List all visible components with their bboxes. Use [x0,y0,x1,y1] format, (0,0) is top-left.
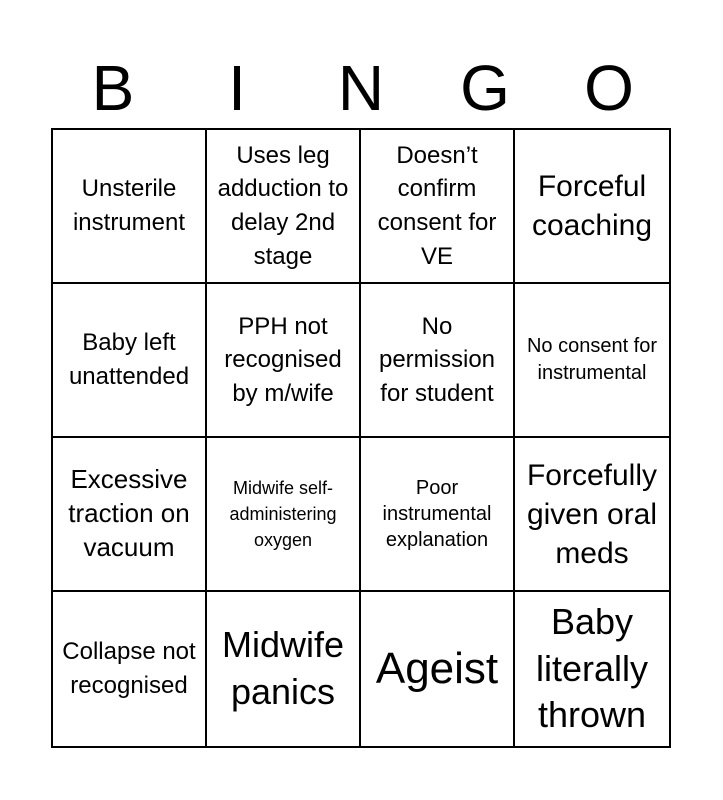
header-letter-b: B [91,52,135,124]
bingo-cell[interactable]: Collapse not recognised [53,592,207,746]
header-letter-i: I [228,52,246,124]
bingo-cell[interactable]: Forcefully given oral meds [515,438,669,592]
header-letter-n: N [337,52,385,124]
bingo-cell[interactable]: Excessive traction on vacuum [53,438,207,592]
header-letter-g: G [460,52,510,124]
bingo-cell[interactable]: Baby left unattended [53,284,207,438]
header-letter-o: O [584,52,634,124]
bingo-cell[interactable]: Uses leg adduction to delay 2nd stage [207,130,361,284]
bingo-header [51,48,671,128]
bingo-board [51,128,671,748]
bingo-cell[interactable]: Poor instrumental explanation [361,438,515,592]
bingo-cell[interactable]: Forceful coaching [515,130,669,284]
bingo-cell[interactable]: Unsterile instrument [53,130,207,284]
bingo-cell[interactable]: PPH not recognised by m/wife [207,284,361,438]
bingo-cell[interactable]: No permission for student [361,284,515,438]
bingo-cell[interactable]: Midwife panics [207,592,361,746]
bingo-cell[interactable]: Ageist [361,592,515,746]
bingo-cell[interactable]: Midwife self-administering oxygen [207,438,361,592]
bingo-cell[interactable]: Doesn’t confirm consent for VE [361,130,515,284]
bingo-cell[interactable]: No consent for instrumental [515,284,669,438]
bingo-cell[interactable]: Baby literally thrown [535,600,649,736]
